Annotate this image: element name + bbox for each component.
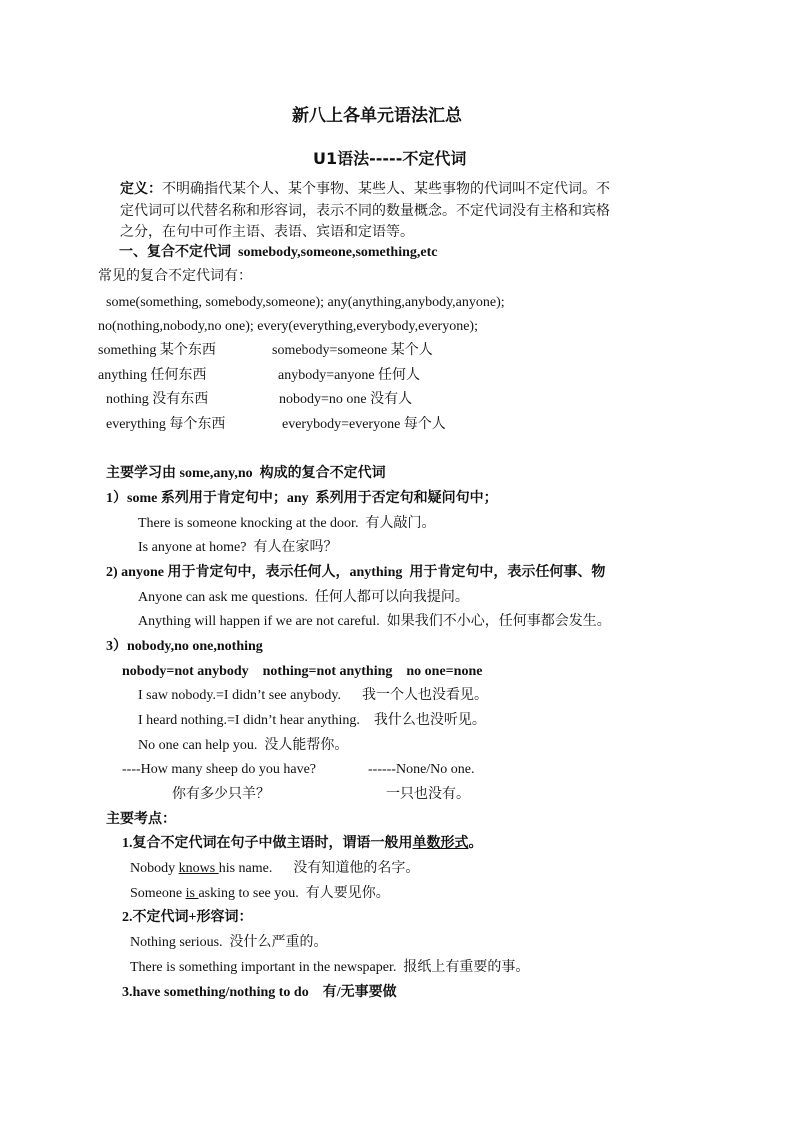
keypoint-1-end: 。 [468, 836, 483, 851]
example-underlined: knows [178, 861, 219, 876]
study-point-2: 2) anyone 用于肯定句中，表示任何人，anything 用于肯定句中，表示任何事、物 [106, 565, 606, 580]
section1-intro: 常见的复合不定代词有： [98, 269, 252, 284]
definition-line-1 [120, 180, 610, 200]
keypoint-2-example-2: There is something important in the newspaper. 报纸上有重要的事。 [130, 960, 530, 975]
example-line: I saw nobody.=I didn’t see anybody. 我一个人也没看见。 [138, 688, 488, 703]
example-part: asking to see you. 有人要见你。 [198, 886, 390, 901]
example-part: his name. 没有知道他的名字。 [218, 861, 420, 876]
keypoint-1-text: 1.复合不定代词在句子中做主语时，谓语一般用 [122, 836, 413, 851]
pair-left-1: something 某个东西 [98, 343, 216, 358]
pair-right-1: somebody=someone 某个人 [272, 343, 433, 358]
keypoint-2: 2.不定代词+形容词： [122, 910, 253, 925]
dialog-question-cn: 你有多少只羊？ [172, 787, 270, 802]
equivalence-line: nobody=not anybody nothing=not anything no one=none [122, 664, 483, 679]
dialog-answer-cn: 一只也没有。 [386, 787, 470, 802]
example-line: Is anyone at home? 有人在家吗？ [138, 540, 338, 555]
pronoun-list-2: no(nothing,nobody,no one); every(everything,everybody,everyone); [98, 319, 478, 334]
page-title: 新八上各单元语法汇总 [292, 106, 462, 126]
example-line: No one can help you. 没人能帮你。 [138, 738, 349, 753]
section-subtitle: U1语法-----不定代词 [313, 149, 467, 168]
study-point-3: 3）nobody,no one,nothing [106, 639, 263, 654]
dialog-question: ----How many sheep do you have? [122, 762, 316, 777]
study-point-1: 1）some 系列用于肯定句中；any 系列用于否定句和疑问句中； [106, 491, 498, 506]
definition-label: 定义： [120, 182, 162, 197]
example-line: Anyone can ask me questions. 任何人都可以向我提问。 [138, 590, 469, 605]
example-line: I heard nothing.=I didn’t hear anything. 我什么也没听见。 [138, 713, 486, 728]
pair-left-3: nothing 没有东西 [106, 392, 209, 407]
example-line: There is someone knocking at the door. 有人敲门。 [138, 516, 436, 531]
pair-left-2: anything 任何东西 [98, 368, 207, 383]
pair-left-4: everything 每个东西 [106, 417, 226, 432]
keypoint-2-example-1: Nothing serious. 没什么严重的。 [130, 935, 328, 950]
keypoint-1 [122, 834, 483, 854]
pronoun-list-1: some(something, somebody,someone); any(anything,anybody,anyone); [106, 295, 505, 310]
keypoint-1-underlined: 单数形式 [412, 836, 469, 851]
pair-right-3: nobody=no one 没有人 [279, 392, 413, 407]
pair-right-2: anybody=anyone 任何人 [278, 368, 421, 383]
study-heading: 主要学习由 some,any,no 构成的复合不定代词 [106, 466, 386, 481]
definition-text-1: 不明确指代某个人、某个事物、某些人、某些事物的代词叫不定代词。不 [162, 182, 610, 197]
example-line: Anything will happen if we are not careful. 如果我们不小心，任何事都会发生。 [138, 614, 611, 629]
example-underlined: is [185, 886, 199, 901]
example-part: Nobody [130, 861, 179, 876]
example-part: Someone [130, 886, 186, 901]
section1-heading: 一、复合不定代词 somebody,someone,something,etc [119, 245, 438, 260]
dialog-answer: ------None/No one. [368, 762, 475, 777]
keypoint-1-example-1 [130, 859, 419, 879]
keypoint-3: 3.have something/nothing to do 有/无事要做 [122, 985, 397, 1000]
definition-line-3: 之分，在句中可作主语、表语、宾语和定语等。 [120, 225, 414, 240]
definition-line-2: 定代词可以代替名称和形容词，表示不同的数量概念。不定代词没有主格和宾格 [120, 204, 610, 219]
pair-right-4: everybody=everyone 每个人 [282, 417, 446, 432]
keypoints-heading: 主要考点： [106, 812, 176, 827]
keypoint-1-example-2 [130, 884, 390, 904]
